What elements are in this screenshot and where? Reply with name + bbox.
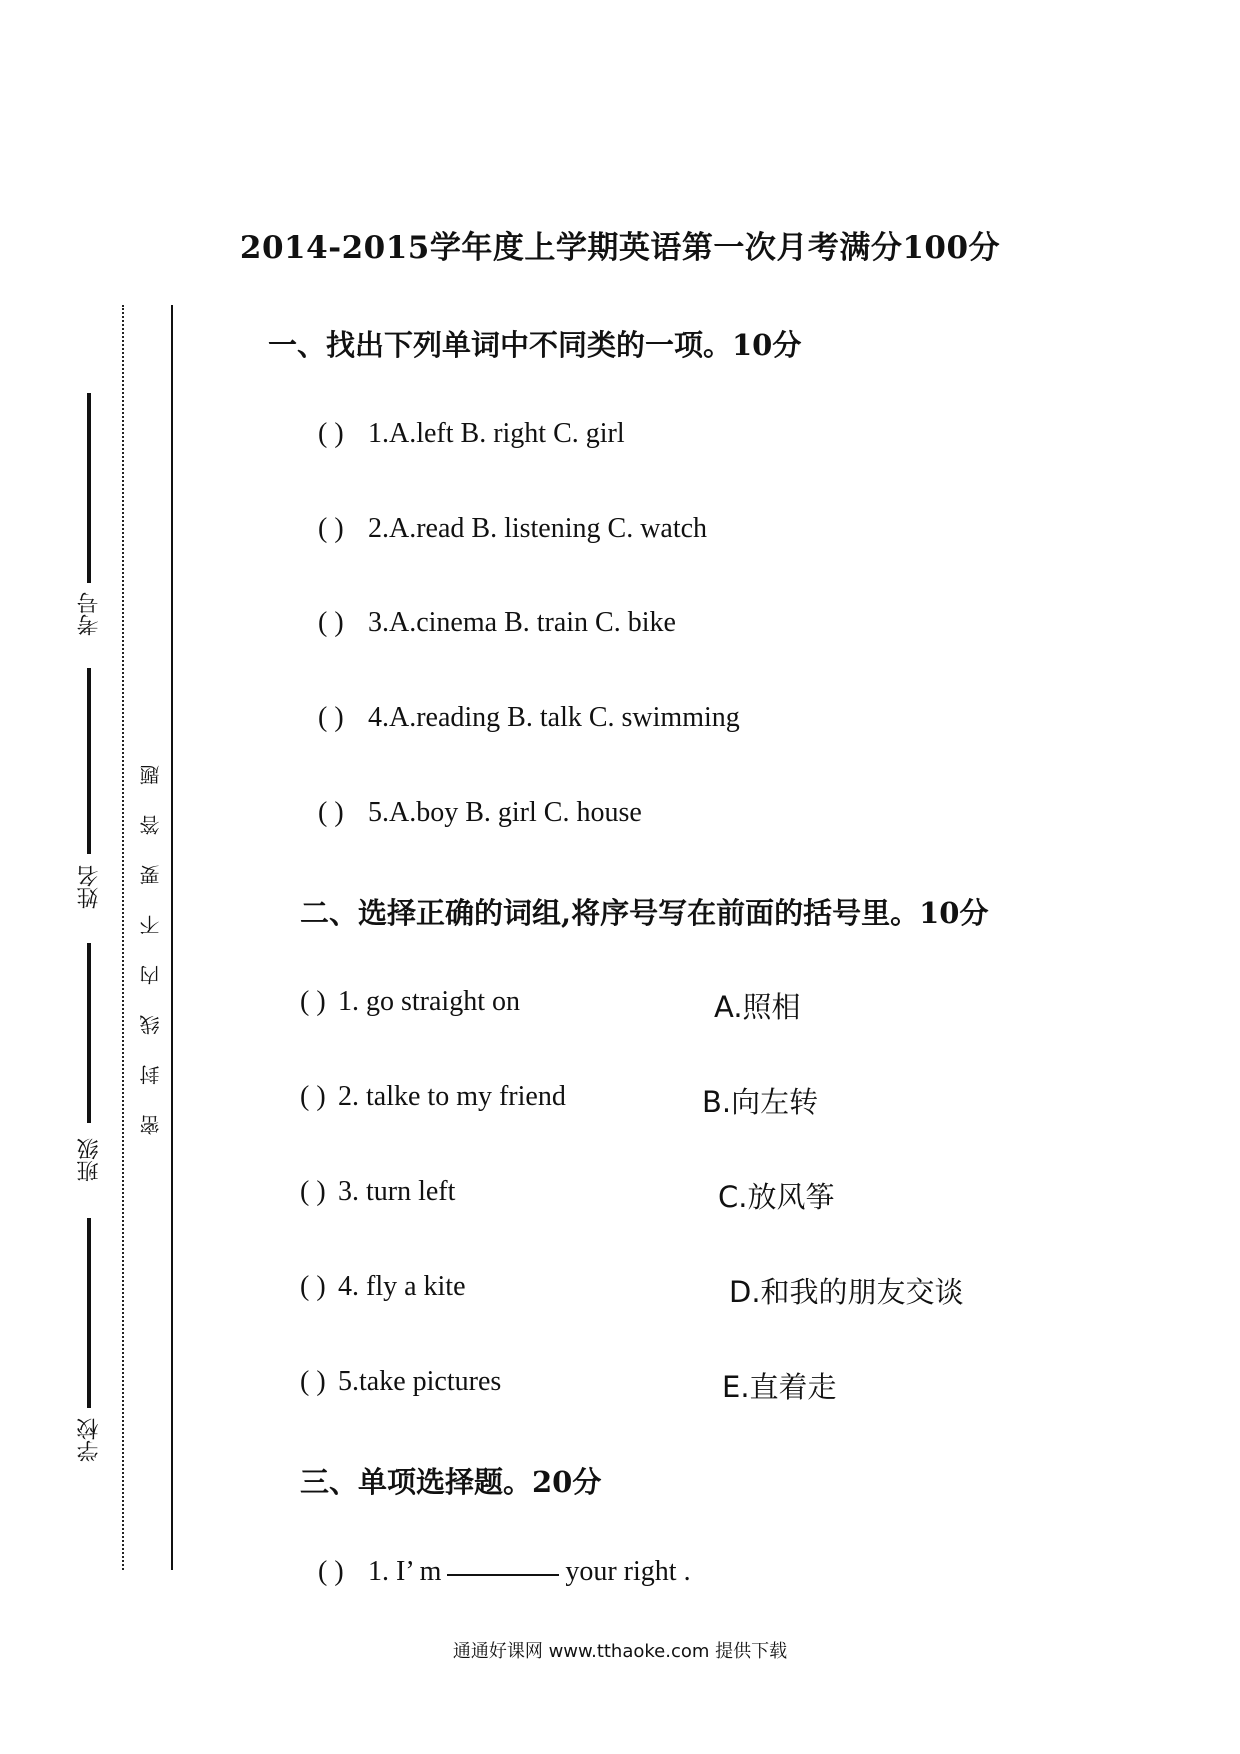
s1-item-2-text: 2.A.read B. listening C. watch: [368, 513, 708, 544]
s1-item-2: [318, 513, 707, 545]
s2-item-1-text: 1. go straight on: [338, 986, 520, 1017]
s3-item-1-text-after: your right .: [565, 1556, 691, 1587]
s2-item-1: [300, 986, 520, 1018]
s1-item-4: [318, 702, 740, 734]
s1-item-1-text: 1.A.left B. right C. girl: [368, 418, 625, 449]
s2-item-4: [300, 1271, 466, 1303]
s2-item-3: [300, 1176, 455, 1208]
seal-dotted-line: [122, 305, 124, 1570]
s1-item-3: [318, 607, 676, 639]
s1-item-1: [318, 418, 625, 450]
s1-item-5-text: 5.A.boy B. girl C. house: [368, 797, 642, 828]
s2-item-3-text: 3. turn left: [338, 1176, 456, 1207]
s3-item-1: [318, 1556, 691, 1588]
s2-option-e: E.直着走: [722, 1370, 837, 1404]
seal-solid-line: [171, 305, 173, 1570]
school-fill-line: [87, 1218, 91, 1408]
s3-item-1-text-before: 1. I’ m: [368, 1556, 442, 1587]
s2-item-2-text: 2. talke to my friend: [338, 1081, 566, 1112]
section-2-heading: 二、选择正确的词组,将序号写在前面的括号里。10分: [300, 896, 989, 930]
answer-paren[interactable]: ( ): [300, 1081, 326, 1112]
school-label: 学校: [77, 1418, 102, 1462]
answer-paren[interactable]: ( ): [300, 1271, 326, 1302]
answer-paren[interactable]: ( ): [318, 1556, 344, 1587]
name-label: 姓名: [77, 865, 102, 909]
exam-number-fill-line: [87, 393, 91, 583]
answer-paren[interactable]: ( ): [318, 607, 344, 638]
s2-item-4-text: 4. fly a kite: [338, 1271, 466, 1302]
s1-item-4-text: 4.A.reading B. talk C. swimming: [368, 702, 740, 733]
s2-item-5-text: 5.take pictures: [338, 1366, 502, 1397]
fill-blank[interactable]: [447, 1574, 559, 1576]
section-1-heading: 一、找出下列单词中不同类的一项。10分: [268, 328, 802, 362]
s2-option-c: C.放风筝: [718, 1180, 835, 1214]
section-3-heading: 三、单项选择题。20分: [300, 1465, 602, 1499]
footer-credit: 通通好课网 www.tthaoke.com 提供下载: [452, 1641, 788, 1662]
class-label: 班级: [77, 1138, 102, 1182]
answer-paren[interactable]: ( ): [300, 1176, 326, 1207]
name-fill-line: [87, 668, 91, 854]
s2-item-5: [300, 1366, 501, 1398]
exam-number-label: 考号: [77, 592, 102, 636]
answer-paren[interactable]: ( ): [318, 797, 344, 828]
seal-notice: 密封线内不要答题: [139, 735, 163, 1135]
answer-paren[interactable]: ( ): [300, 1366, 326, 1397]
s2-option-d: D.和我的朋友交谈: [729, 1275, 964, 1309]
answer-paren[interactable]: ( ): [318, 513, 344, 544]
s2-option-a: A.照相: [714, 990, 801, 1024]
s2-item-2: [300, 1081, 566, 1113]
class-fill-line: [87, 943, 91, 1123]
answer-paren[interactable]: ( ): [318, 418, 344, 449]
s2-option-b: B.向左转: [702, 1085, 819, 1119]
s1-item-3-text: 3.A.cinema B. train C. bike: [368, 607, 676, 638]
page-title: 2014-2015学年度上学期英语第一次月考满分100分: [239, 230, 1001, 266]
answer-paren[interactable]: ( ): [300, 986, 326, 1017]
answer-paren[interactable]: ( ): [318, 702, 344, 733]
s1-item-5: [318, 797, 642, 829]
